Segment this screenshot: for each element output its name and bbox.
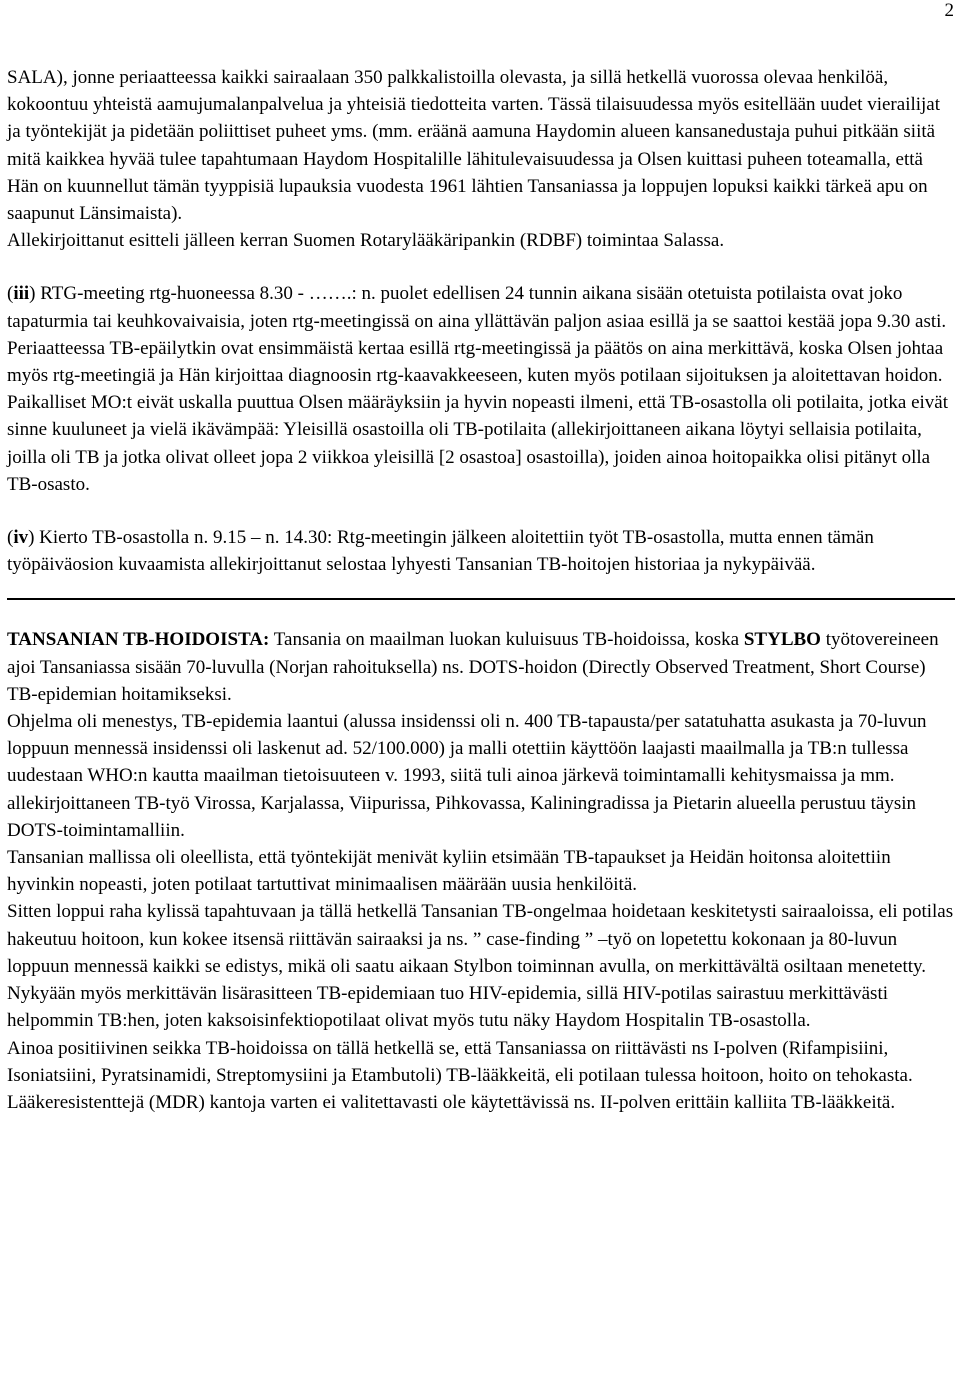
section-iv-open: ( [7,527,14,549]
section-iv-text: ) Kierto TB-osastolla n. 9.15 – n. 14.30: Rtg-meetingin jälkeen aloitettiin työt TB-osastolla, mutta ennen tämän työpäiväosion kuvaamista allekirjoittanut selostaa lyhyesti Tansanian TB-hoitojen historiaa ja nykypäivää. [7,527,874,576]
tb-paragraph-2: Ohjelma oli menestys, TB-epidemia laantui (alussa insidenssi oli n. 400 TB-tapausta/per satatuhatta asukasta ja 70-luvun loppuun mennessä insidenssi oli laskenut ad. 52/100.000) ja malli otettiin käyttöön laajasti maailmalla ja TB:n tullessa uudestaan WHO:n kautta maailman tietoisuuteen v. 1993, siitä tuli ainoa järkevä toimintamalli kehitysmaissa ja mm. allekirjoittaneen TB-työ Virossa, Karjalassa, Viipurissa, Pihkovassa, Kaliningradissa ja Pietarin alueella perustuu täysin DOTS-toimintamalliin. [7,711,927,841]
tb-section-text-2: työtovereineen ajoi Tansaniassa sisään 70-luvulla (Norjan rahoituksella) ns. DOTS-hoidon (Directly Observed Treatment, Short Course) TB-epidemian hoitamikseksi. [7,629,939,705]
section-iii-paragraph-2: Periaatteessa TB-epäilytkin ovat ensimmäistä kertaa esillä rtg-meetingissä ja päätös on aina merkittävä, koska Olsen johtaa myös rtg-meetingiä ja Hän kirjoittaa diagnoosin rtg-kaavakkeeseen, kuten myös potilaan sijoituksen ja aloitettavan hoidon. [7,337,944,387]
section-iv-paragraph [7,524,955,578]
section-iii-paragraph-3: Paikalliset MO:t eivät uskalla puuttua Olsen määräyksiin ja hyvin nopeasti ilmeni, että TB-osastolla oli potilaita, jotka eivät sinne kuuluneet ja vielä ikävämpää: Yleisillä osastoilla oli TB-potilaita (allekirjoittaneen aikana löytyi sellaisia potilaita, joilla oli TB ja jotka olivat olleet jopa 2 viikkoa yleisillä [2 osastoa] osastoilla), joiden ainoa hoitopaikka olisi pitänyt olla TB-osasto. [7,392,949,495]
tb-section-text-1: Tansania on maailman luokan kuluisuus TB-hoidoissa, koska [269,629,744,651]
tb-paragraph-6: Ainoa positiivinen seikka TB-hoidoissa on tällä hetkellä se, että Tansaniassa on riittävästi ns I-polven (Rifampisiini, Isoniatsiini, Pyratsinamidi, Streptomysiini ja Etambutoli) TB-lääkkeitä, eli potilaan tulessa hoitoon, hoito on tehokasta. [7,1037,913,1086]
tb-paragraph-5: Nykyään myös merkittävän lisärasitteen TB-epidemiaan tuo HIV-epidemia, sillä HIV-potilas sairastuu merkittävästi helpommin TB:hen, joten kaksoisinfektiopotilaat olivat myös tutu näky Haydom Hospitalin TB-osastolla. [7,983,889,1032]
rdbf-paragraph: Allekirjoittanut esitteli jälleen kerran Suomen Rotarylääkäripankin (RDBF) toimintaa Salassa. [7,230,725,252]
tb-section-heading: TANSANIAN TB-HOIDOISTA: [7,629,270,651]
section-iii-open: ( [7,283,14,305]
document-body [7,64,955,1116]
page-number: 2 [944,0,954,21]
tb-section-paragraph [7,626,955,708]
section-iii-text: ) RTG-meeting rtg-huoneessa 8.30 - …….: n. puolet edellisen 24 tunnin aikana sisään otetuista potilaista ovat joko tapaturmia tai keuhkovaivaisia, joten rtg-meetingissä on aina yllättävän paljon asiaa esillä ja se saattoi kestää jopa 9.30 asti. [7,283,947,332]
tb-paragraph-4: Sitten loppui raha kylissä tapahtuvaan ja tällä hetkellä Tansanian TB-ongelmaa hoidetaan keskitetysti sairaaloissa, eli potilas hakeutuu hoitoon, kun kokee itsensä riittävän sairaaksi ja ns. ” case-finding ” –työ on lopetettu kokonaan ja 80-luvun loppuun mennessä kaikki se edistys, mikä oli saatu aikaan Stylbon toiminnan avulla, on merkittävältä osiltaan menetetty. [7,901,954,977]
tb-paragraph-3: Tansanian mallissa oli oleellista, että työntekijät menivät kyliin etsimään TB-tapaukset ja Heidän hoitonsa aloitettiin hyvinkin nopeasti, joten potilaat tartuttivat minimaalisen määrään uusia henkilöitä. [7,847,891,896]
tb-paragraph-7: Lääkeresistenttejä (MDR) kantoja varten ei valitettavasti ole käytettävissä ns. II-polven erittäin kalliita TB-lääkkeitä. [7,1091,896,1113]
stylbo-name: STYLBO [743,629,821,651]
intro-paragraph: SALA), jonne periaatteessa kaikki sairaalaan 350 palkkalistoilla olevasta, ja sillä hetkellä vuorossa olevaa henkilöä, kokoontuu yhteistä aamujumalanpalvelua ja yhteisiä tiedotteita varten. Tässä tilaisuudessa myös esitellään uudet vierailijat ja työntekijät ja pidetään poliittiset puheet yms. (mm. eräänä aamuna Haydomin alueen kansanedustaja puhui pitkään siitä mitä kaikkea hyvää tulee tapahtumaan Haydom Hospitalille lähitulevaisuudessa ja Olsen kuittasi puheen toteamalla, että Hän on kuunnellut tämän tyyppisiä lupauksia vuodesta 1961 lähtien Tansaniassa ja loppujen lopuksi kaikki tärkeä apu on saapunut Länsimaista). [7,67,941,225]
section-iv-label: iv [13,527,29,549]
section-iii-label: iii [13,283,30,305]
section-iii-paragraph [7,280,955,334]
